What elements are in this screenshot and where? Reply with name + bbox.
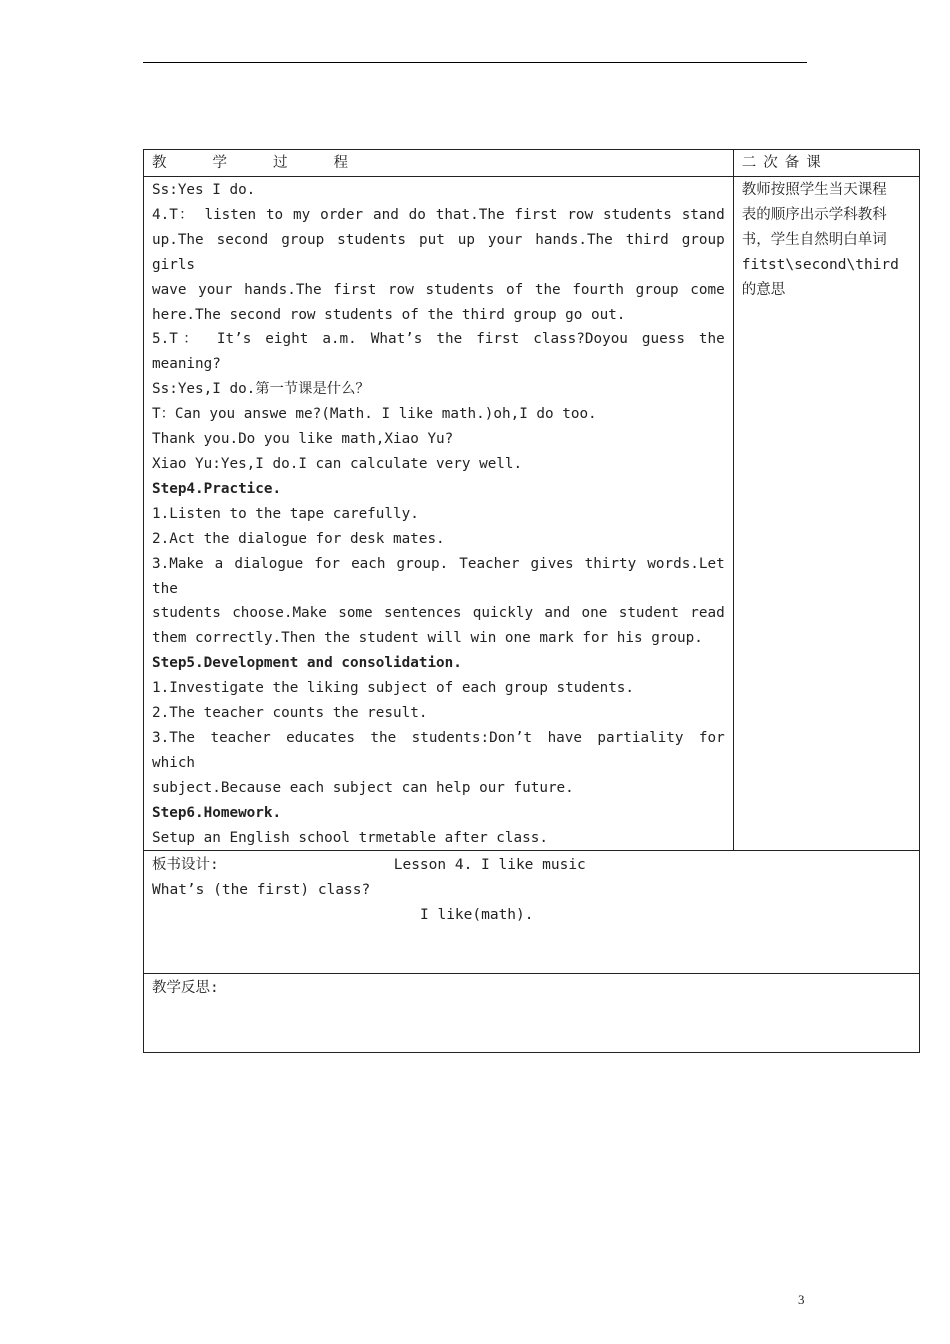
teaching-process-content	[144, 177, 734, 851]
note-line: 教师按照学生当天课程	[741, 182, 887, 198]
secondary-prep-notes	[733, 177, 919, 851]
process-line: Xiao Yu:Yes,I do.I can calculate very well.	[152, 455, 523, 472]
teaching-process-header	[144, 150, 734, 177]
process-line: 3.The teacher educates the students:Don’t have partiality for which	[152, 729, 725, 771]
process-line: them correctly.Then the student will win one mark for his group.	[152, 630, 703, 647]
table-body-row	[144, 177, 920, 851]
step-heading: Step4.Practice.	[152, 480, 282, 497]
board-line-1: What’s (the first) class?	[152, 882, 371, 899]
board-design-cell	[144, 851, 920, 974]
process-line: 5.T： It’s eight a.m. What’s the first class?Doyou guess the	[152, 331, 725, 348]
process-line: 1.Listen to the tape carefully.	[152, 505, 419, 522]
reflection-cell	[144, 974, 920, 1053]
step-heading: Step6.Homework.	[152, 804, 282, 821]
reflection-label: 教学反思:	[152, 980, 219, 997]
process-line: Setup an English school trmetable after class.	[152, 829, 548, 846]
process-line: T：Can you answe me?(Math. I like math.)oh,I do too.	[152, 406, 597, 423]
process-line: 2.Act the dialogue for desk mates.	[152, 530, 445, 547]
board-design-label: 板书设计:	[152, 857, 219, 874]
board-lesson-title: Lesson 4. I like music	[393, 857, 586, 874]
process-line: students choose.Make some sentences quickly and one student read	[152, 605, 725, 622]
process-line: Ss:Yes I do.	[152, 182, 256, 198]
note-line: 的意思	[741, 281, 786, 298]
note-line: fitst\second\third	[741, 256, 899, 273]
board-design-row	[144, 851, 920, 974]
step-heading: Step5.Development and consolidation.	[152, 655, 462, 672]
process-line: Thank you.Do you like math,Xiao Yu?	[152, 431, 454, 448]
process-line: meaning?	[152, 356, 221, 373]
process-line: here.The second row students of the third group go out.	[152, 306, 626, 323]
reflection-row	[144, 974, 920, 1053]
process-line: 3.Make a dialogue for each group. Teacher gives thirty words.Let the	[152, 555, 725, 597]
process-line: Ss:Yes,I do.第一节课是什么？	[152, 381, 370, 398]
header-char-2: 学	[212, 155, 227, 171]
process-line: wave your hands.The first row students of the fourth group come	[152, 281, 725, 298]
lesson-plan-table	[143, 149, 920, 1053]
header-char-3: 过	[273, 155, 288, 171]
secondary-prep-header: 二次备课	[733, 150, 919, 177]
note-line: 书，学生自然明白单词	[741, 231, 887, 248]
page-number: 3	[798, 1292, 805, 1307]
header-rule	[143, 62, 807, 63]
header-char-4: 程	[333, 155, 348, 171]
board-line-2: I like(math).	[420, 907, 534, 924]
note-line: 表的顺序出示学科教科	[741, 206, 887, 223]
process-line: 1.Investigate the liking subject of each group students.	[152, 680, 635, 697]
process-line: 2.The teacher counts the result.	[152, 705, 428, 722]
process-line: 4.T： listen to my order and do that.The first row students stand	[152, 206, 725, 223]
table-header-row	[144, 150, 920, 177]
process-line: subject.Because each subject can help our future.	[152, 779, 574, 796]
process-line: up.The second group students put up your hands.The third group girls	[152, 231, 725, 273]
header-char-1: 教	[152, 155, 167, 171]
